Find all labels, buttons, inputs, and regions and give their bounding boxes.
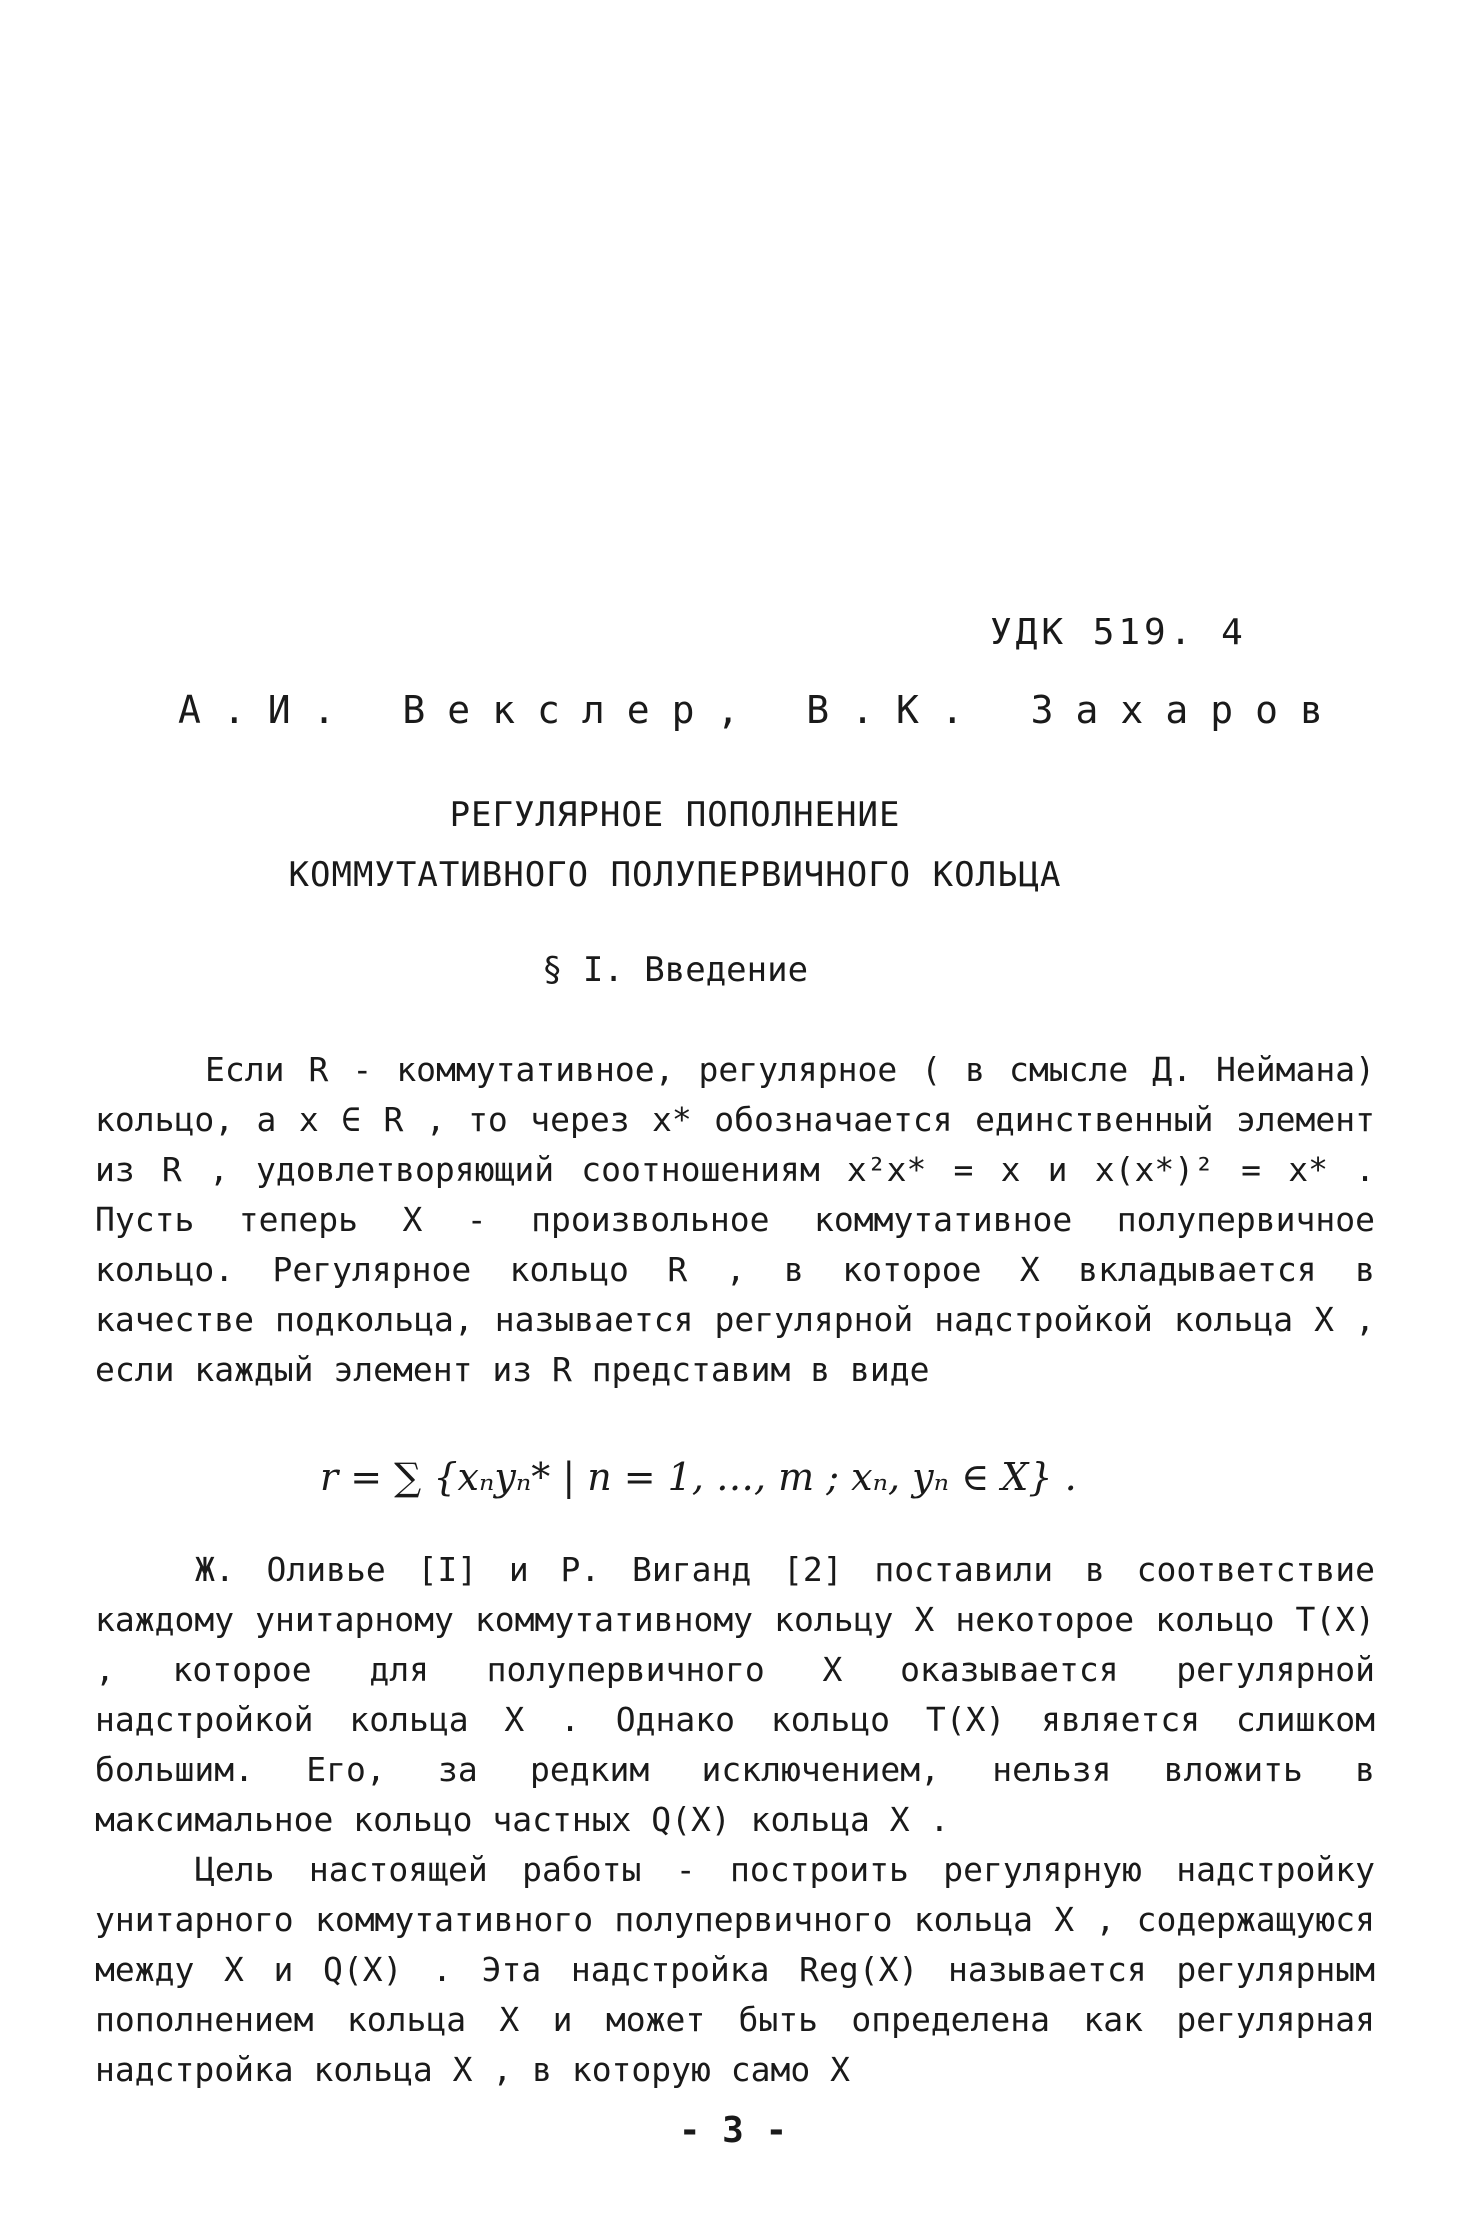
formula: r = ∑ {xₙyₙ* | n = 1, …, m ; xₙ, yₙ ∈ X} . bbox=[320, 1455, 1077, 1499]
authors: А.И. Векслер, В.К. Захаров bbox=[178, 688, 1345, 732]
udk-code: УДК 519. 4 bbox=[990, 612, 1247, 653]
section-heading: § I. Введение bbox=[541, 950, 809, 990]
paragraph-3: Цель настоящей работы - построить регулярную надстройку унитарного коммутативного полупервичного кольца X , содержащуюся между X и Q(X) . Эта надстройка Reg(X) называется регулярным пополнением кольца X и может быть определена как регулярная надстройка кольца X , в которую само X bbox=[95, 1850, 1375, 2089]
page-number: - 3 - bbox=[678, 2110, 788, 2151]
title-line-2: КОММУТАТИВНОГО ПОЛУПЕРВИЧНОГО КОЛЬЦА bbox=[288, 855, 1062, 895]
title-line-1: РЕГУЛЯРНОЕ ПОПОЛНЕНИЕ bbox=[449, 795, 901, 835]
paragraph-2: Ж. Оливье [I] и Р. Виганд [2] поставили в соответствие каждому унитарному коммутативному кольцу X некоторое кольцо T(X) , которое для полупервичного X оказывается регулярной надстройкой кольца X . Однако кольцо T(X) является слишком большим. Его, за редким исключением, нельзя вложить в максимальное кольцо частных Q(X) кольца X . bbox=[95, 1550, 1375, 1839]
paragraph-1: Если R - коммутативное, регулярное ( в смысле Д. Неймана) кольцо, а x ∈ R , то через x* обозначается единственный элемент из R , удовлетворяющий соотношениям x²x* = x и x(x*)² = x* . Пусть теперь X - произвольное коммутативное полупервичное кольцо. Регулярное кольцо R , в которое X вкладывается в качестве подкольца, называется регулярной надстройкой кольца X , если каждый элемент из R представим в виде bbox=[95, 1050, 1375, 1389]
